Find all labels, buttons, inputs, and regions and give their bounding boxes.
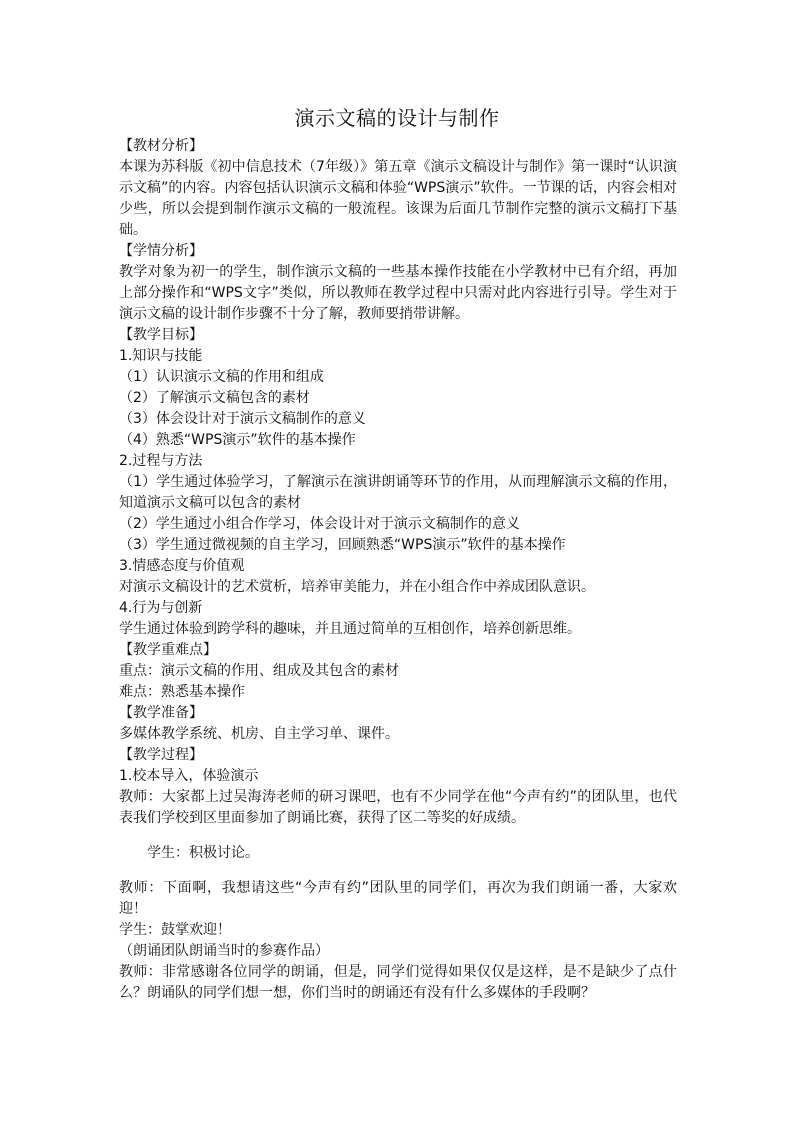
dialogue-student: 学生：鼓掌欢迎！ <box>119 922 231 938</box>
page-title: 演示文稿的设计与制作 <box>294 106 500 130</box>
material-analysis-paragraph: 本课为苏科版《初中信息技术（7年级）》第五章《演示文稿设计与制作》第一课时“认识演示文稿”的内容。内容包括认识演示文稿和体验“WPS演示”软件。一节课的话，内容会相对少些，所以会提到制作演示文稿的一般流程。该课为后面几节制作完整的演示文稿打下基础。 <box>119 159 677 238</box>
list-item: （1）学生通过体验学习，了解演示在演讲朗诵等环节的作用，从而理解演示文稿的作用，知道演示文稿可以包含的素材 <box>119 474 677 511</box>
section-heading-key-points: 【教学重难点】 <box>119 642 217 658</box>
stage-note: （朗诵团队朗诵当时的参赛作品） <box>119 943 329 959</box>
list-item: （2）学生通过小组合作学习，体会设计对于演示文稿制作的意义 <box>119 516 520 532</box>
process-step-heading: 1.校本导入，体验演示 <box>119 768 259 784</box>
section-heading-objectives: 【教学目标】 <box>119 327 203 343</box>
objective-behavior-text: 学生通过体验到跨学科的趣味，并且通过简单的互相创作，培养创新思维。 <box>119 621 581 637</box>
paragraph-gap <box>119 829 677 843</box>
section-heading-material-analysis: 【教材分析】 <box>119 138 203 154</box>
preparation-text: 多媒体教学系统、机房、自主学习单、课件。 <box>119 726 399 742</box>
dialogue-teacher: 教师：非常感谢各位同学的朗诵，但是，同学们觉得如果仅仅是这样，是不是缺少了点什么？朗诵队的同学们想一想，你们当时的朗诵还有没有什么多媒体的手段啊？ <box>119 964 677 1001</box>
objective-knowledge-heading: 1.知识与技能 <box>119 348 203 364</box>
dialogue-teacher: 教师：大家都上过吴海涛老师的研习课吧，也有不少同学在他“今声有约”的团队里，也代表我们学校到区里面参加了朗诵比赛，获得了区二等奖的好成绩。 <box>119 789 677 826</box>
list-item: （3）学生通过微视频的自主学习，回顾熟悉“WPS演示”软件的基本操作 <box>119 537 566 553</box>
student-analysis-paragraph: 教学对象为初一的学生，制作演示文稿的一些基本操作技能在小学教材中已有介绍，再加上部分操作和“WPS文字”类似，所以教师在教学过程中只需对此内容进行引导。学生对于演示文稿的设计制作步骤不十分了解，教师要捎带讲解。 <box>119 264 677 322</box>
list-item: （2）了解演示文稿包含的素材 <box>119 390 310 406</box>
dialogue-teacher: 教师：下面啊，我想请这些“今声有约”团队里的同学们，再次为我们朗诵一番，大家欢迎！ <box>119 880 677 917</box>
section-heading-process: 【教学过程】 <box>119 747 203 763</box>
list-item: （1）认识演示文稿的作用和组成 <box>119 369 324 385</box>
section-heading-preparation: 【教学准备】 <box>119 705 203 721</box>
section-heading-student-analysis: 【学情分析】 <box>119 243 203 259</box>
objective-emotion-text: 对演示文稿设计的艺术赏析，培养审美能力，并在小组合作中养成团队意识。 <box>119 579 595 595</box>
objective-behavior-heading: 4.行为与创新 <box>119 600 203 616</box>
document-body <box>119 136 677 1004</box>
difficult-point-text: 难点：熟悉基本操作 <box>119 684 245 700</box>
objective-emotion-heading: 3.情感态度与价值观 <box>119 558 245 574</box>
paragraph-gap <box>119 864 677 878</box>
list-item: （3）体会设计对于演示文稿制作的意义 <box>119 411 366 427</box>
key-point-text: 重点：演示文稿的作用、组成及其包含的素材 <box>119 663 399 679</box>
objective-process-heading: 2.过程与方法 <box>119 453 203 469</box>
list-item: （4）熟悉“WPS演示”软件的基本操作 <box>119 432 356 448</box>
dialogue-student: 学生：积极讨论。 <box>147 845 259 861</box>
